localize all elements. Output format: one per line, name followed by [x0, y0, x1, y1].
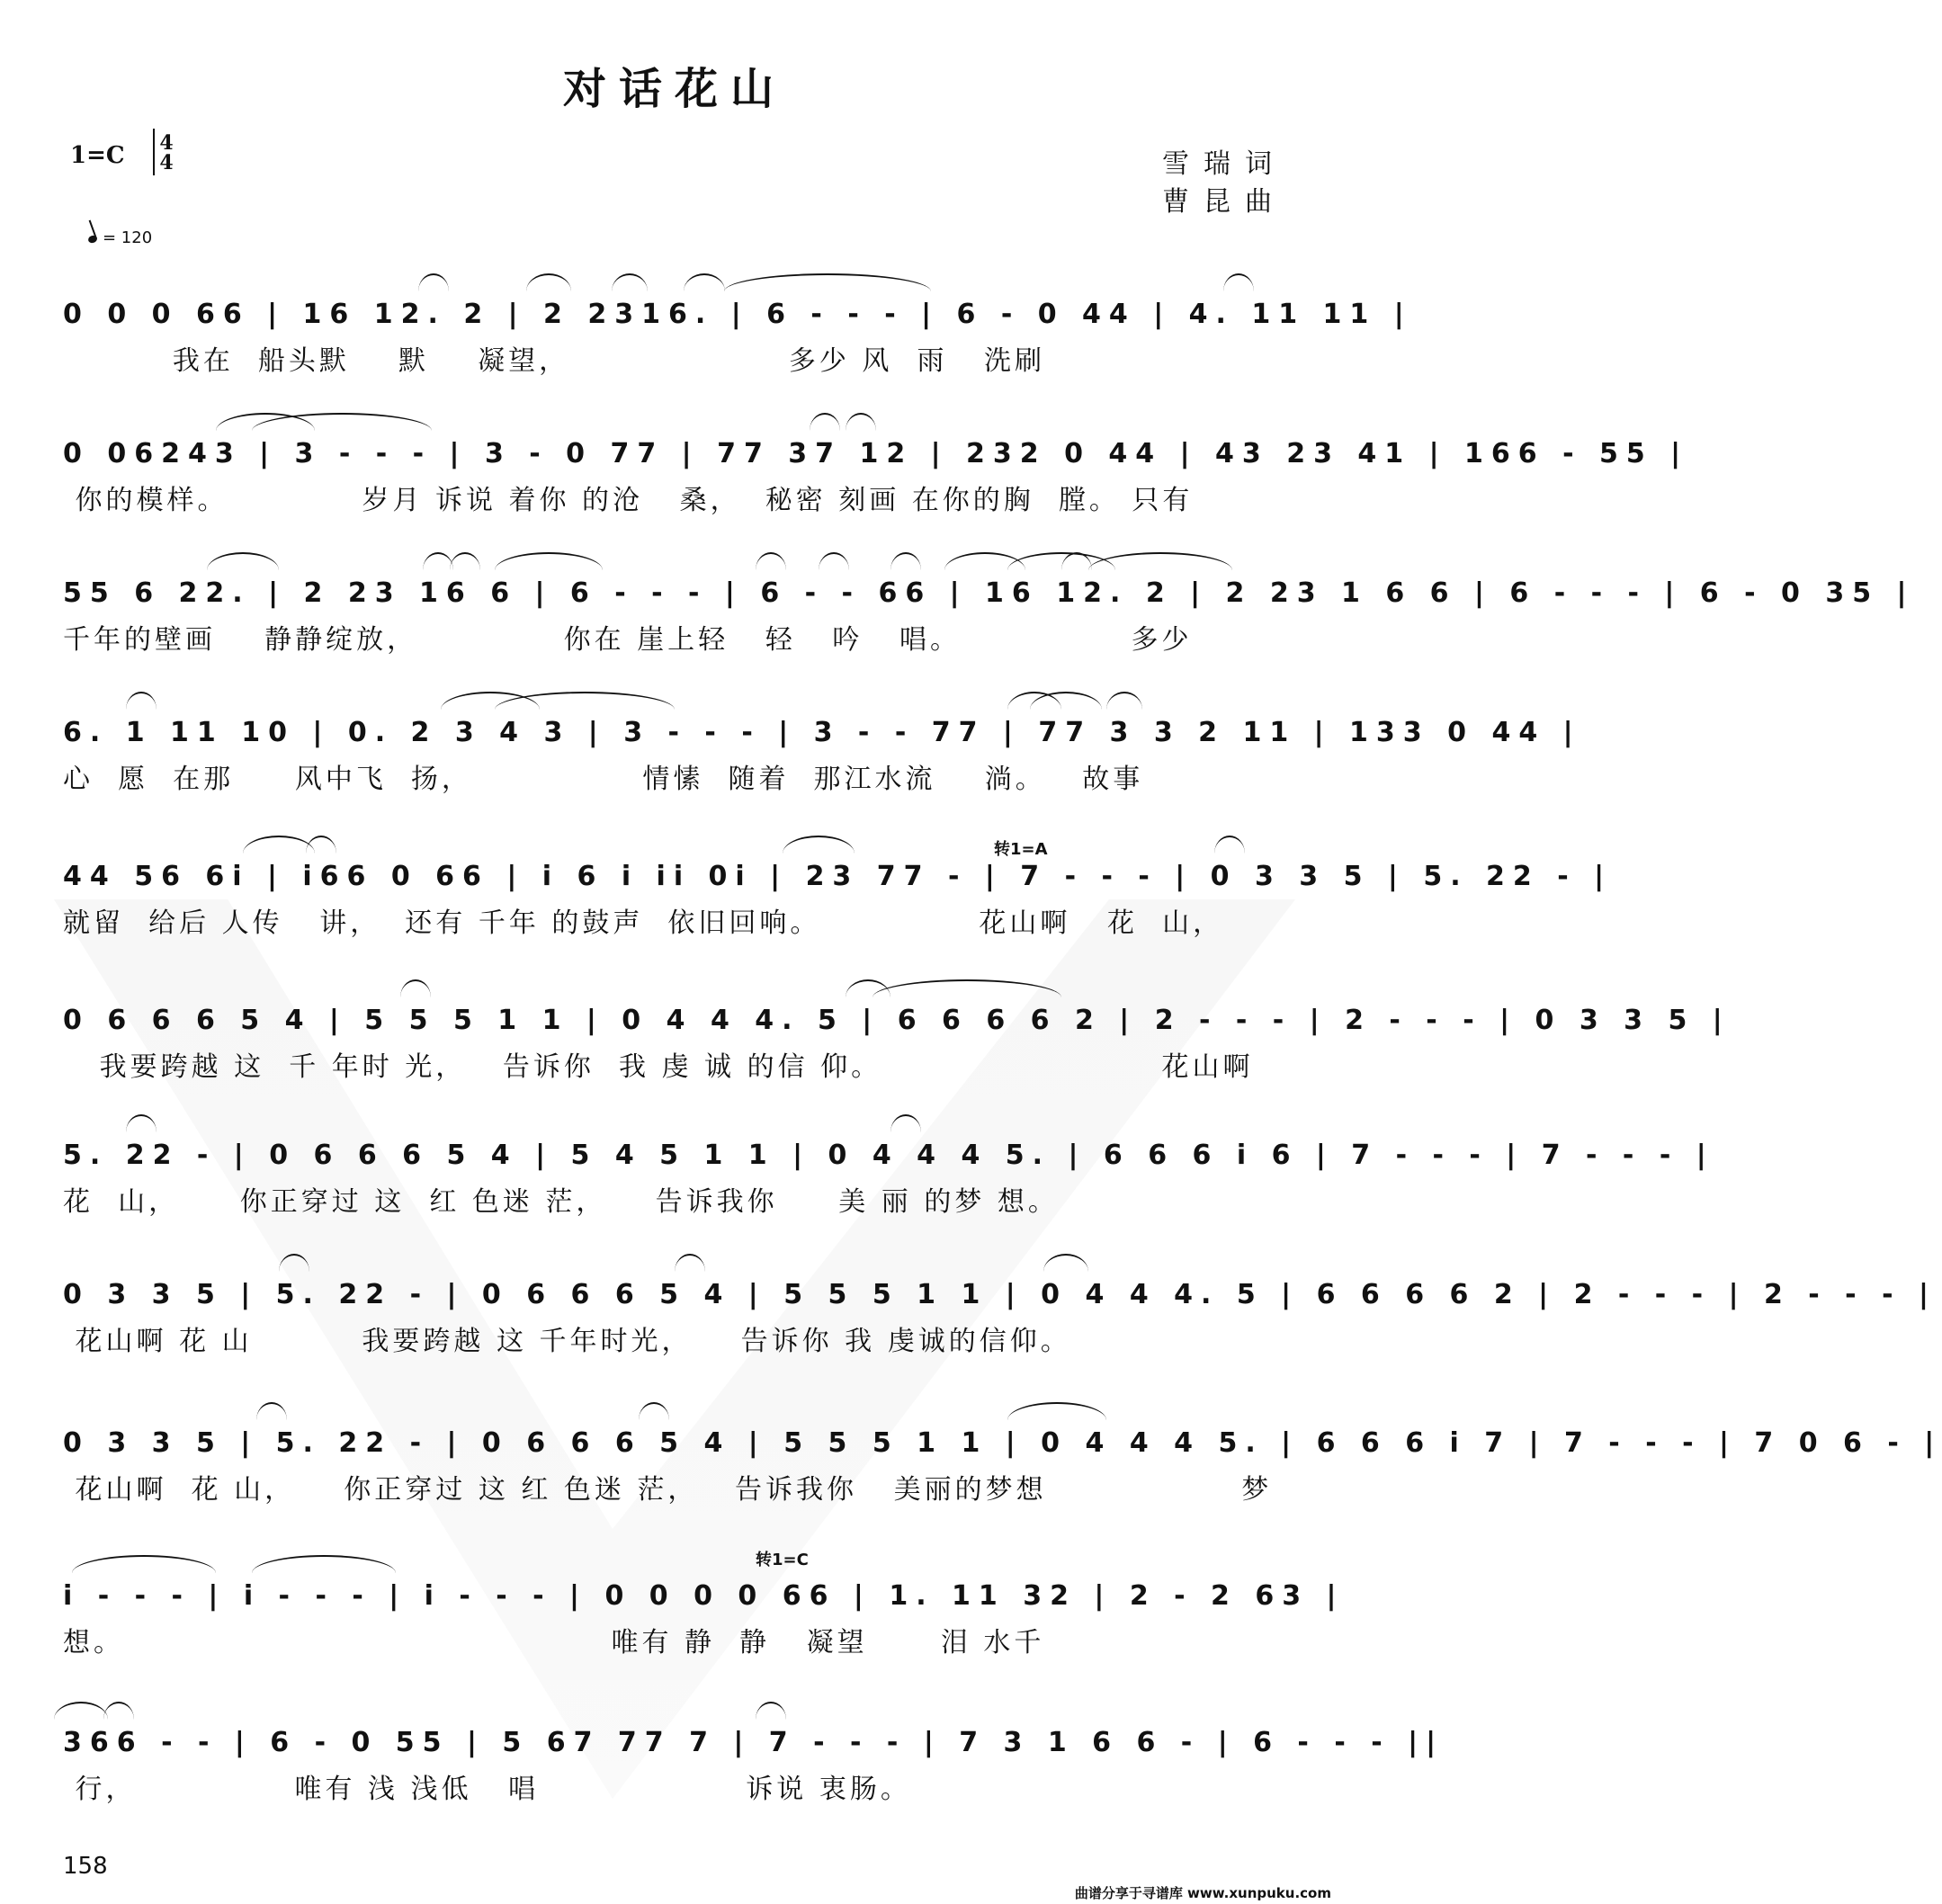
time-signature [153, 133, 180, 173]
lyric-line: 千年的壁画 静静绽放， 你在 崖上轻 轻 吟 唱。 多少 [63, 624, 1193, 656]
slur [684, 273, 725, 291]
slur [1088, 552, 1232, 570]
notation-line: 0 3 3 5 | 5. 22 - | 0 6 6 6 5 4 | 5 5 5 1 1 | 0 4 4 4. 5 | 6 6 6 6 2 | 2 - - - | 2 - - - | [63, 1279, 1937, 1310]
slur [526, 273, 571, 291]
slur [1223, 273, 1254, 291]
time-signature-top: 4 [159, 131, 174, 155]
credits [1162, 146, 1286, 221]
notation-line: i - - - | i - - - | i - - - | 0 0 0 0 66 | 1. 11 32 | 2 - 2 63 | [63, 1580, 1345, 1612]
slur [890, 552, 921, 570]
modulation-a: 转1=A [994, 840, 1048, 859]
time-signature-divider [153, 129, 155, 175]
quarter-note-icon [87, 235, 98, 245]
notation-line: 0 0 0 66 | 16 12. 2 | 2 2316. | 6 - - - | 6 - 0 44 | 4. 11 11 | [63, 299, 1412, 330]
lyric-line: 花山啊 花 山 我要跨越 这 千年时光， 告诉你 我 虔诚的信仰。 [63, 1326, 1071, 1357]
slur [126, 692, 157, 710]
slur [675, 1254, 705, 1272]
lyric-line: 我要跨越 这 千 年时 光， 告诉你 我 虔 诚 的信 仰。 花山啊 [63, 1051, 1254, 1083]
tempo-value: = 120 [103, 228, 153, 247]
slur [873, 979, 1061, 997]
lyric-line: 花 山， 你正穿过 这 红 色迷 茫， 告诉我你 美 丽 的梦 想。 [63, 1186, 1059, 1218]
lyric-line: 想。 唯有 静 静 凝望 泪 水千 [63, 1627, 1045, 1658]
slur [207, 552, 279, 570]
slur [1106, 692, 1142, 710]
lyricist-credit: 雪瑞词 [1162, 148, 1286, 180]
song-title: 对话花山 [562, 64, 786, 114]
tempo-marking [88, 228, 152, 247]
slur [72, 1555, 216, 1573]
notation-line: 5. 22 - | 0 6 6 6 5 4 | 5 4 5 1 1 | 0 4 4 4 5. | 6 6 6 i 6 | 7 - - - | 7 - - - | [63, 1140, 1714, 1171]
notation-line: 0 6 6 6 5 4 | 5 5 5 1 1 | 0 4 4 4. 5 | 6 6 6 6 2 | 2 - - - | 2 - - - | 0 3 3 5 | [63, 1005, 1731, 1036]
slur [495, 552, 603, 570]
slur [243, 836, 315, 854]
slur [819, 552, 849, 570]
slur [612, 273, 648, 291]
slur [756, 552, 786, 570]
footer-credit: 曲谱分享于寻谱库 www.xunpuku.com [1074, 1885, 1331, 1901]
slur [639, 1402, 669, 1420]
lyric-line: 行， 唯有 浅 浅低 唱 诉说 衷肠。 [63, 1774, 911, 1805]
slur [724, 273, 931, 291]
slur [810, 413, 840, 431]
key-signature: 1=C [70, 142, 125, 169]
slur [423, 552, 453, 570]
slur [418, 273, 449, 291]
slur [450, 552, 480, 570]
slur [54, 1702, 108, 1720]
time-signature-bottom: 4 [159, 151, 174, 174]
slur [756, 1702, 786, 1720]
slur [256, 1402, 287, 1420]
slur [890, 1114, 921, 1132]
modulation-c: 转1=C [756, 1551, 809, 1569]
lyric-line: 你的模样。 岁月 诉说 着你 的沧 桑， 秘密 刻画 在你的胸 膛。 只有 [63, 485, 1194, 516]
lyric-line: 就留 给后 人传 讲， 还有 千年 的鼓声 依旧回响。 花山啊 花 山， [63, 907, 1224, 939]
notation-line: 0 3 3 5 | 5. 22 - | 0 6 6 6 5 4 | 5 5 5 1 1 | 0 4 4 4 5. | 6 6 6 i 7 | 7 - - - | 7 0 6 - | [63, 1427, 1942, 1459]
slur [306, 836, 336, 854]
slur [1007, 1402, 1106, 1420]
slur [495, 692, 675, 710]
notation-line: 6. 1 11 10 | 0. 2 3 4 3 | 3 - - - | 3 - - 77 | 77 3 3 2 11 | 133 0 44 | [63, 717, 1581, 748]
slur [252, 1555, 396, 1573]
notation-line: 55 6 22. | 2 23 16 6 | 6 - - - | 6 - - 66 | 16 12. 2 | 2 23 1 6 6 | 6 - - - | 6 - 0 35 | [63, 577, 1915, 609]
slur [103, 1702, 134, 1720]
slur [1214, 836, 1245, 854]
slur [126, 1114, 157, 1132]
slur [1043, 1254, 1088, 1272]
slur [846, 413, 876, 431]
slur [400, 979, 431, 997]
notation-line: 44 56 6i | i66 0 66 | i 6 i ii 0i | 23 77 - | 7 - - - | 0 3 3 5 | 5. 22 - | [63, 861, 1613, 892]
page-number: 158 [63, 1853, 108, 1880]
composer-credit: 曹昆曲 [1162, 186, 1286, 218]
notation-line: 366 - - | 6 - 0 55 | 5 67 77 7 | 7 - - - | 7 3 1 6 6 - | 6 - - - || [63, 1727, 1445, 1758]
lyric-line: 心 愿 在那 风中飞 扬， 情愫 随着 那江水流 淌。 故事 [63, 764, 1144, 795]
notation-line: 0 06243 | 3 - - - | 3 - 0 77 | 77 37 12 | 232 0 44 | 43 23 41 | 166 - 55 | [63, 438, 1689, 469]
lyric-line: 花山啊 花 山， 你正穿过 这 红 色迷 茫， 告诉我你 美丽的梦想 梦 [63, 1474, 1273, 1506]
lyric-line: 我在 船头默 默 凝望， 多少 风 雨 洗刷 [63, 345, 1046, 377]
slur [783, 836, 855, 854]
